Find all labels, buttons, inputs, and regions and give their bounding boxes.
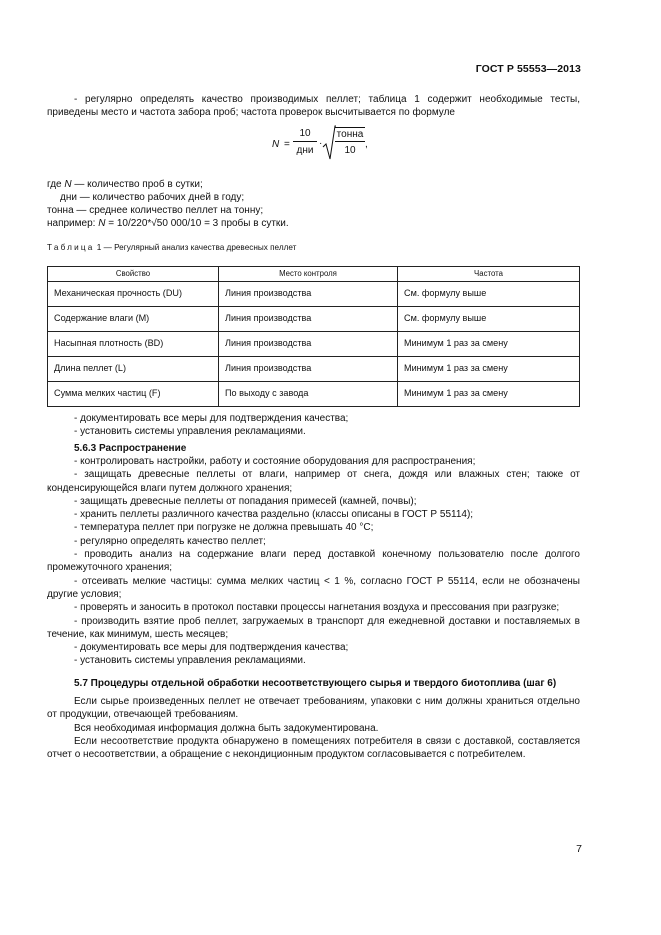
table-header-row [48,267,580,282]
list-item: - регулярно определять качество пеллет; [74,535,266,547]
formula-comma: , [365,138,368,150]
section-heading-5-6-3: 5.6.3 Распространение [74,442,187,454]
definition-days: дни — количество рабочих дней в году; [60,191,245,203]
list-item: - установить системы управления рекламациями. [74,426,306,438]
square-root-icon [322,125,336,161]
table-row [48,357,580,382]
table-caption-label: Таблица [47,242,95,252]
table-cell: Минимум 1 раз за смену [398,382,580,407]
table-cell: Линия производства [219,332,398,357]
formula-numerator-10: 10 [299,127,311,139]
list-item: - документировать все меры для подтверждения качества; [74,642,349,654]
definition-example: например: N = 10/220*√50 000/10 = 3 пробы в сутки. [47,218,289,230]
document-id: ГОСТ Р 55553—2013 [475,63,581,75]
table-cell: По выходу с завода [219,382,398,407]
list-item: - защищать древесные пеллеты от попадания примесей (камней, почвы); [74,495,417,507]
table-cell: Длина пеллет (L) [48,357,219,382]
table-row [48,282,580,307]
table-cell: Линия производства [219,307,398,332]
list-item: - установить системы управления рекламациями. [74,655,306,667]
list-item: - проверять и заносить в протокол поставки процессы нагнетания воздуха и прессования при разгрузке; [74,602,560,614]
table-row [48,382,580,407]
page-number: 7 [576,843,582,855]
table-cell: Минимум 1 раз за смену [398,332,580,357]
col-header-location: Место контроля [219,267,398,282]
table-cell: Содержание влаги (M) [48,307,219,332]
table-row [48,307,580,332]
table-cell: Сумма мелких частиц (F) [48,382,219,407]
intro-paragraph: - регулярно определять качество производимых пеллет; таблица 1 содержит необходимые тесты, приведены место и частота забора проб; частота проверок высчитывается по формуле [47,94,580,119]
list-item: - проводить анализ на содержание влаги перед доставкой конечному пользователю после долгого промежуточного хранения; [47,549,580,574]
formula-multiply-dot: · [319,137,323,149]
formula-equals: = [284,138,290,150]
page-content [47,93,580,762]
formula-denominator-days: дни [296,144,314,156]
table-caption: Таблица 1 — Регулярный анализ качества древесных пеллет [47,242,297,252]
var-n: N [64,178,72,190]
definition-n: где N — количество проб в сутки; [47,178,203,190]
col-header-property: Свойство [48,267,219,282]
list-item: - производить взятие проб пеллет, загружаемых в транспорт для ежедневной доставки и поставляемых в течение, как минимум, шесть месяцев; [47,615,580,640]
list-item: - документировать все меры для подтверждения качества; [74,413,349,425]
table-row [48,332,580,357]
section-paragraph: Если сырье произведенных пеллет не отвечает требованиям, упаковки с ним должны храниться отдельно от продукции, отвечающей требованиям. [47,696,580,721]
table-cell: См. формулу выше [398,307,580,332]
definition-tonnes: тонна — среднее количество пеллет на тонну; [47,205,264,217]
col-header-frequency: Частота [398,267,580,282]
quality-analysis-table [47,266,580,407]
table-cell: Механическая прочность (DU) [48,282,219,307]
section-heading-5-7: 5.7 Процедуры отдельной обработки несоответствующего сырья и твердого биотоплива (шаг 6) [74,677,557,689]
table-cell: Насыпная плотность (BD) [48,332,219,357]
table-cell: См. формулу выше [398,282,580,307]
formula-fraction-days [293,127,317,158]
list-item: - температура пеллет при погрузке не должна превышать 40 °С; [74,522,374,534]
table-cell: Линия производства [219,282,398,307]
formula-fraction-tonnes [335,127,365,158]
formula-lhs: N [272,138,280,150]
formula-denominator-10: 10 [344,144,356,156]
var-n: N [98,218,106,230]
list-item: - контролировать настройки, работу и состояние оборудования для распространения; [74,455,476,467]
list-item: - защищать древесные пеллеты от влаги, например от снега, дождя или влажных стен; также от конденсирующейся влаги путем должного хранения; [47,469,580,494]
section-paragraph: Если несоответствие продукта обнаружено в помещениях потребителя в связи с доставкой, составляется отчет о несоответствии, а обращение с некондиционным продуктом согласовывается с потребителем. [47,735,580,761]
section-paragraph: Вся необходимая информация должна быть задокументирована. [74,722,379,734]
list-item: - отсеивать мелкие частицы: сумма мелких частиц < 1 %, согласно ГОСТ Р 55114, если не обозначены другие условия; [47,575,580,600]
list-item: - хранить пеллеты различного качества раздельно (классы описаны в ГОСТ Р 55114); [74,509,474,521]
formula-numerator-tonnes: тонна [336,128,364,140]
sample-frequency-formula [47,124,580,168]
table-cell: Линия производства [219,357,398,382]
table-cell: Минимум 1 раз за смену [398,357,580,382]
